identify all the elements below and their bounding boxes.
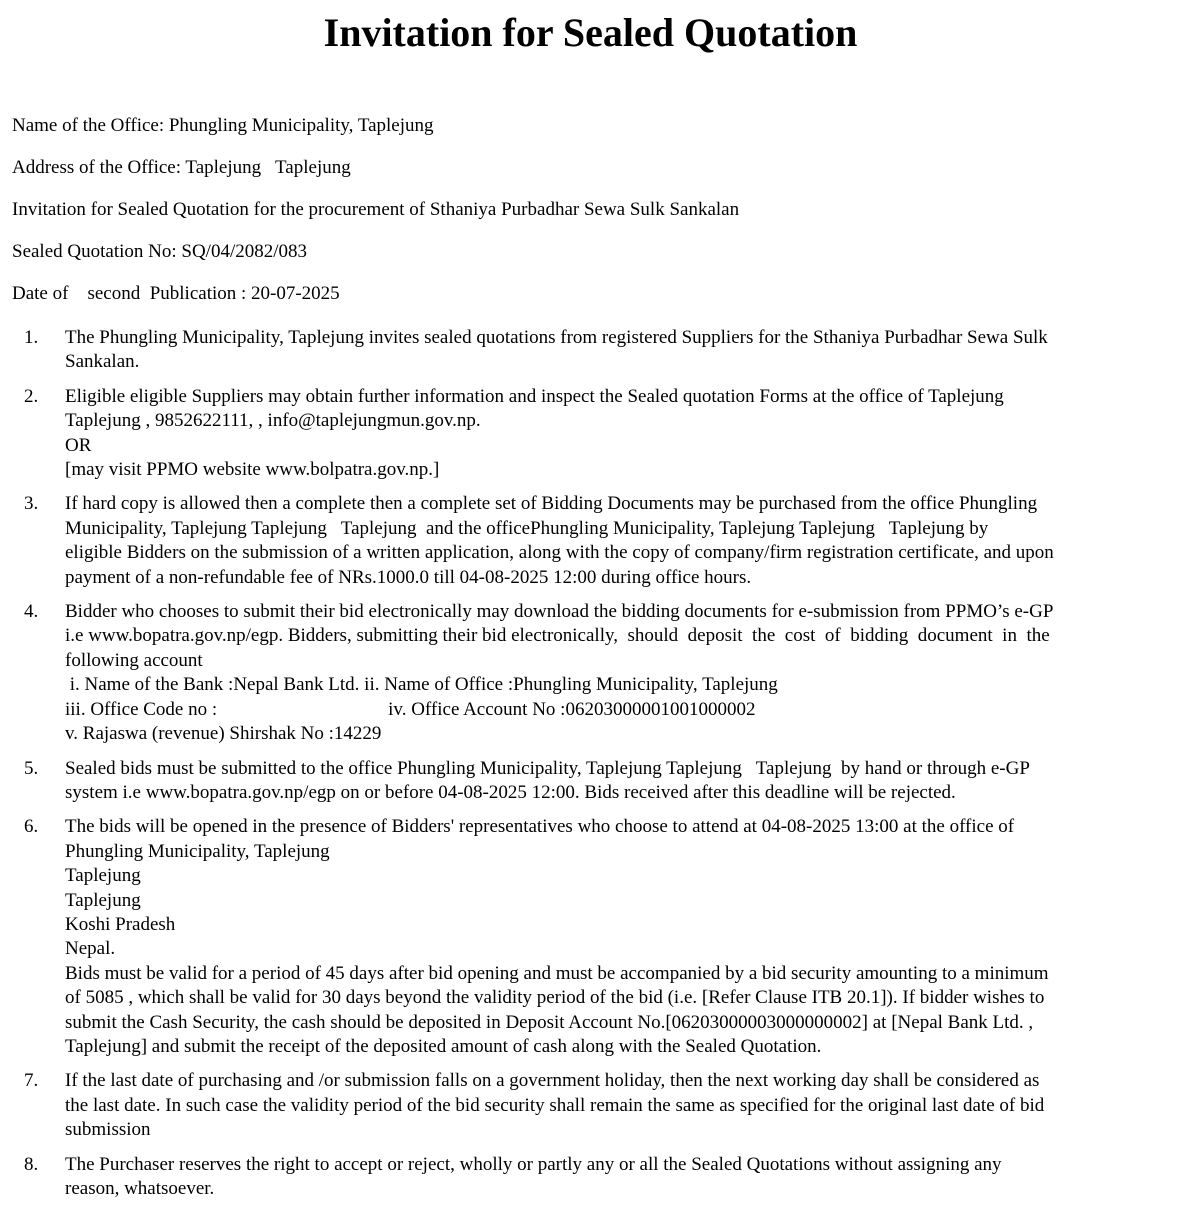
clause-number: 6. xyxy=(24,816,39,838)
clause-line: Taplejung xyxy=(65,865,141,887)
clause-line: Eligible eligible Suppliers may obtain further information and inspect the Sealed quotation Forms at the office of Taplejung xyxy=(65,385,1004,407)
clause-line: system i.e www.bopatra.gov.np/egp on or before 04-08-2025 12:00. Bids received after this deadline will be rejected. xyxy=(65,781,956,803)
clause-line: the last date. In such case the validity period of the bid security shall remain the same as specified for the original last date of bid xyxy=(65,1094,1045,1116)
clause-number: 5. xyxy=(24,757,39,779)
clause-line: Bids must be valid for a period of 45 days after bid opening and must be accompanied by a bid security amounting to a minimum xyxy=(65,962,1049,984)
clause-line: Sealed bids must be submitted to the office Phungling Municipality, Taplejung Taplejung Taplejung by hand or through e-GP xyxy=(65,757,1030,779)
clause-8 xyxy=(0,1153,1165,1202)
clause-5 xyxy=(0,757,1165,806)
clause-line: If hard copy is allowed then a complete then a complete set of Bidding Documents may be purchased from the office Phungling xyxy=(65,493,1038,515)
clause-line: iii. Office Code no : iv. Office Account No :06203000001001000002 xyxy=(65,698,756,720)
clause-line: submission xyxy=(65,1119,151,1141)
clause-line: The Purchaser reserves the right to accept or reject, wholly or partly any or all the Sealed Quotations without assigning any xyxy=(65,1153,1002,1175)
clause-line: reason, whatsoever. xyxy=(65,1178,215,1199)
clause-line: i. Name of the Bank :Nepal Bank Ltd. ii. Name of Office :Phungling Municipality, Taplejung xyxy=(65,674,778,696)
clause-4 xyxy=(0,600,1165,746)
clause-line: eligible Bidders on the submission of a written application, along with the copy of company/firm registration certificate, and upon xyxy=(65,542,1054,564)
clause-number: 3. xyxy=(24,493,39,515)
clause-3 xyxy=(0,492,1165,590)
clause-1 xyxy=(0,326,1165,375)
clause-line: v. Rajaswa (revenue) Shirshak No :14229 xyxy=(65,723,382,745)
clause-line: [may visit PPMO website www.bolpatra.gov.np.] xyxy=(65,459,440,481)
clause-line: of 5085 , which shall be valid for 30 days beyond the validity period of the bid (i.e. [Refer Clause ITB 20.1]). If bidder wishes to xyxy=(65,987,1045,1009)
clause-line: Municipality, Taplejung Taplejung Taplejung and the officePhungling Municipality, Taplejung Taplejung Taplejung by xyxy=(65,517,989,539)
office-address: Address of the Office: Taplejung Taplejung xyxy=(12,157,351,178)
invitation-subject: Invitation for Sealed Quotation for the procurement of Sthaniya Purbadhar Sewa Sulk Sankalan xyxy=(12,199,740,220)
clause-number: 1. xyxy=(24,327,39,348)
clause-line: The bids will be opened in the presence of Bidders' representatives who choose to attend at 04-08-2025 13:00 at the office of xyxy=(65,816,1015,838)
office-name: Name of the Office: Phungling Municipality, Taplejung xyxy=(12,115,434,136)
publication-date: Date of second Publication : 20-07-2025 xyxy=(12,283,340,304)
clause-line: Taplejung xyxy=(65,889,141,911)
clause-line: i.e www.bopatra.gov.np/egp. Bidders, submitting their bid electronically, should deposit the cost of bidding document in the xyxy=(65,625,1050,647)
clause-line: Nepal. xyxy=(65,938,116,960)
clause-number: 7. xyxy=(24,1070,39,1092)
clause-line: Phungling Municipality, Taplejung xyxy=(65,840,330,862)
clause-number: 8. xyxy=(24,1153,39,1175)
clause-line: submit the Cash Security, the cash should be deposited in Deposit Account No.[06203000003000000002] at [Nepal Bank Ltd. , xyxy=(65,1011,1034,1033)
clause-line: OR xyxy=(65,434,92,456)
clause-number: 2. xyxy=(24,385,39,407)
quotation-number: Sealed Quotation No: SQ/04/2082/083 xyxy=(12,241,308,262)
clause-line: Taplejung] and submit the receipt of the deposited amount of cash along with the Sealed Quotation. xyxy=(65,1035,822,1057)
clause-line: The Phungling Municipality, Taplejung invites sealed quotations from registered Suppliers for the Sthaniya Purbadhar Sewa Sulk xyxy=(65,327,1048,348)
clause-line: Koshi Pradesh xyxy=(65,913,176,935)
clause-number: 4. xyxy=(24,601,39,623)
clause-line: following account xyxy=(65,649,203,671)
clauses-list xyxy=(0,326,1181,1211)
clause-line: payment of a non-refundable fee of NRs.1000.0 till 04-08-2025 12:00 during office hours. xyxy=(65,566,752,588)
clause-2 xyxy=(0,385,1165,483)
clause-7 xyxy=(0,1069,1165,1142)
clause-line: Sankalan. xyxy=(65,351,140,373)
clause-line: Taplejung , 9852622111, , info@taplejungmun.gov.np. xyxy=(65,410,481,432)
document-title: Invitation for Sealed Quotation xyxy=(323,10,858,55)
clause-line: If the last date of purchasing and /or submission falls on a government holiday, then the next working day shall be considered as xyxy=(65,1070,1040,1092)
clause-line: Bidder who chooses to submit their bid electronically may download the bidding documents for e-submission from PPMO’s e-GP xyxy=(65,601,1054,623)
clause-6 xyxy=(0,815,1165,1059)
